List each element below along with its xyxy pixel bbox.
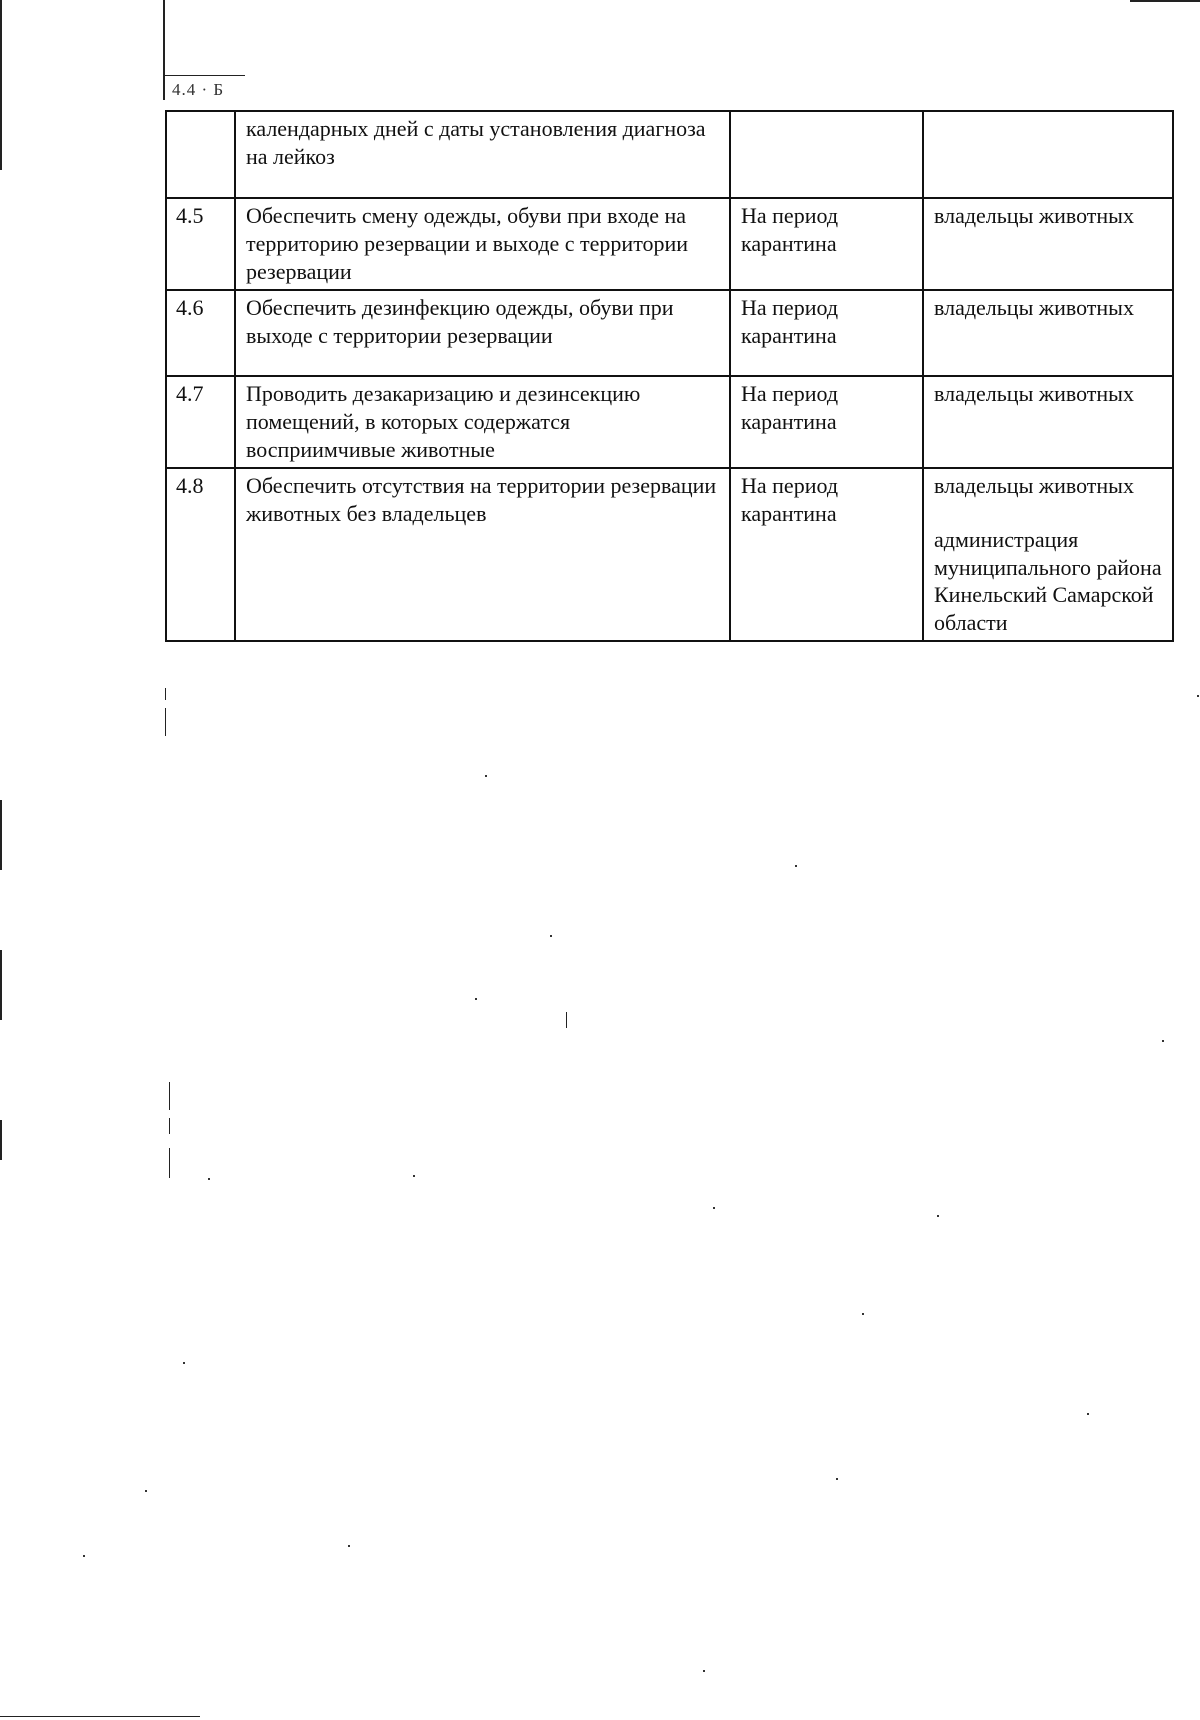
scan-speck: [413, 1175, 415, 1177]
scan-speck: [862, 1313, 864, 1315]
responsible-spacer: [934, 500, 1162, 526]
table-row: [166, 111, 1173, 198]
scan-dash-3: [169, 1082, 170, 1110]
row-measure: Обеспечить отсутствия на территории резервации животных без владельцев: [235, 468, 730, 642]
scan-speck: [485, 775, 487, 777]
scan-speck: [208, 1178, 210, 1180]
responsible-party: владельцы животных: [934, 203, 1134, 228]
row-number: 4.6: [166, 290, 235, 376]
row-number: 4.5: [166, 198, 235, 290]
responsible-party: владельцы животных: [934, 472, 1134, 498]
row-responsible: [923, 290, 1173, 376]
scan-edge-2: [0, 800, 2, 870]
scan-dash-2: [165, 708, 166, 736]
table-row: [166, 290, 1173, 376]
row-measure: календарных дней с даты установления диагноза на лейкоз: [235, 111, 730, 198]
row-measure: Проводить дезакаризацию и дезинсекцию помещений, в которых содержатся восприимчивые животные: [235, 376, 730, 468]
responsible-party: администрация муниципального района Кинельский Самарской области: [934, 526, 1162, 636]
page-header-fragment: 4.4 · Б: [172, 80, 225, 99]
row-number: 4.8: [166, 468, 235, 642]
scan-speck: [1197, 695, 1199, 697]
row-term: На период карантина: [730, 290, 923, 376]
row-term: [730, 111, 923, 198]
table-row: [166, 198, 1173, 290]
scan-line-top-left: [163, 0, 165, 100]
scan-speck: [145, 1490, 147, 1492]
scan-header-underline: [165, 75, 245, 76]
scan-speck: [348, 1545, 350, 1547]
row-number: [166, 111, 235, 198]
scan-dash-6: [566, 1012, 567, 1028]
responsible-party: владельцы животных: [934, 380, 1134, 406]
row-term: На период карантина: [730, 376, 923, 468]
measures-table: [165, 110, 1174, 642]
scan-speck: [1087, 1413, 1089, 1415]
table-row: [166, 376, 1173, 468]
row-responsible: [923, 111, 1173, 198]
scan-speck: [836, 1478, 838, 1480]
scan-dash-4: [169, 1118, 170, 1134]
row-term: На период карантина: [730, 198, 923, 290]
scan-edge-1: [0, 0, 2, 170]
scan-dash-1: [165, 688, 166, 700]
scan-edge-3: [0, 950, 2, 1020]
responsible-party: владельцы животных: [934, 294, 1134, 320]
scan-edge-4: [0, 1120, 2, 1160]
scan-speck: [795, 865, 797, 867]
scan-bottom-line: [0, 1716, 200, 1717]
scan-dash-5: [169, 1148, 170, 1178]
row-measure: Обеспечить дезинфекцию одежды, обуви при выходе с территории резервации: [235, 290, 730, 376]
row-term: На период карантина: [730, 468, 923, 642]
scan-speck: [475, 998, 477, 1000]
row-responsible: [923, 376, 1173, 468]
scan-speck: [713, 1207, 715, 1209]
scan-speck: [183, 1362, 185, 1364]
row-responsible: [923, 468, 1173, 642]
row-measure: Обеспечить смену одежды, обуви при входе на территорию резервации и выходе с территории резервации: [235, 198, 730, 290]
table-row: [166, 468, 1173, 642]
scan-speck: [937, 1215, 939, 1217]
scan-line-top-right: [1130, 0, 1200, 2]
scan-speck: [703, 1670, 705, 1672]
scan-speck: [83, 1555, 85, 1557]
scan-speck: [550, 935, 552, 937]
row-number: 4.7: [166, 376, 235, 468]
scan-speck: [1162, 1040, 1164, 1042]
row-responsible: [923, 198, 1173, 290]
